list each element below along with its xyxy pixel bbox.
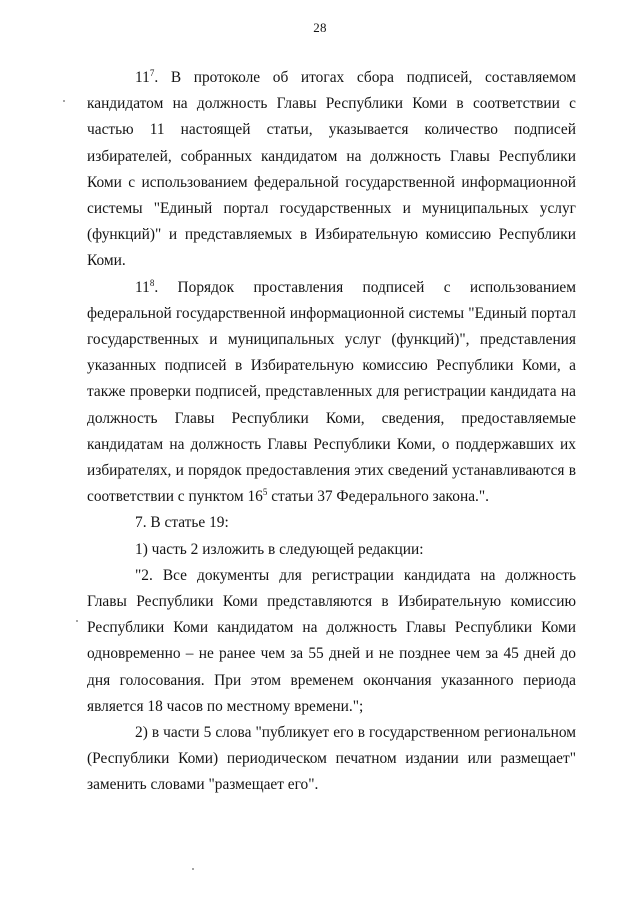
paragraph-text: . Порядок проставления подписей с использованием федеральной государственной информационной системы "Единый портал государственных и муниципальных услуг (функций)", представления указанных подписей в Избирательную комиссию Республики Коми, а также проверки подписей, представленных для регистрации кандидата на должность Главы Республики Коми, сведения, предоставляемые кандидатам на должность Главы Республики Коми, о поддержавших их избирателях, и порядок предоставления этих сведений устанавливаются в соответствии с пунктом — [87, 278, 576, 506]
paragraph-article-19: 7. В статье 19: — [135, 514, 229, 532]
document-body — [87, 65, 576, 799]
paragraph-text-end: статьи 37 Федерального закона.". — [267, 488, 489, 506]
reference-number: 16 — [247, 488, 263, 506]
scan-speck — [76, 620, 78, 622]
scan-speck — [192, 868, 194, 870]
clause-superscript: 8 — [149, 277, 155, 288]
paragraph-11-8 — [87, 275, 576, 511]
clause-number: 11 — [135, 278, 150, 296]
clause-superscript: 7 — [149, 68, 155, 78]
paragraph-11-7 — [87, 65, 576, 275]
paragraph-text: . В протоколе об итогах сбора подписей, составляемом кандидатом на должность Главы Республики Коми в соответствии с частью 11 настоящей статьи, указывается количество подписей избирателей, собранных кандидатом на должность Главы Республики Коми с использованием федеральной государственной информационной системы "Единый портал государственных и муниципальных услуг (функций)" и представляемых в Избирательную комиссию Республики Коми. — [87, 69, 576, 270]
paragraph-part-5: 2) в части 5 слова "публикует его в государственном региональном (Республики Коми) периодическом печатном издании или размещает" заменить словами "размещает его". — [87, 724, 576, 794]
scan-speck — [63, 100, 65, 102]
paragraph-part-2: 1) часть 2 изложить в следующей редакции: — [135, 540, 424, 558]
clause-number: 11 — [135, 69, 150, 86]
reference-superscript: 5 — [262, 487, 268, 498]
paragraph-quoted-part-2: "2. Все документы для регистрации кандидата на должность Главы Республики Коми представляются в Избирательную комиссию Республики Коми кандидатом на должность Главы Республики Коми одновременно – не ранее чем за 55 дней и не позднее чем за 45 дней до дня голосования. При этом временем окончания указанного периода является 18 часов по местному времени."; — [87, 566, 576, 715]
page-number: 28 — [313, 20, 327, 35]
